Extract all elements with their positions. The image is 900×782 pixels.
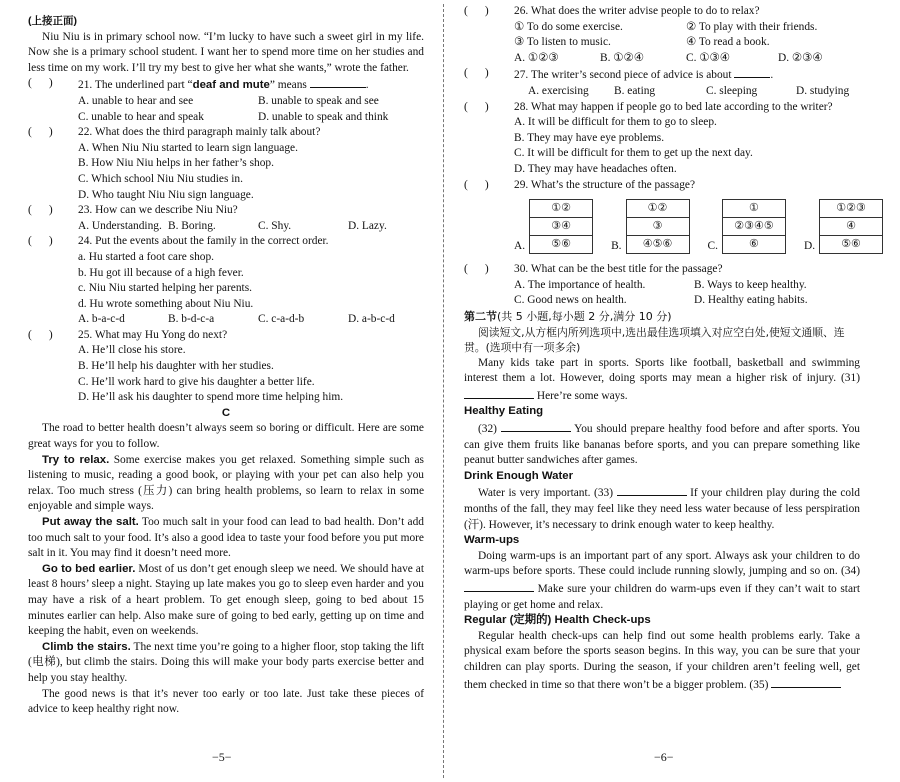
option-c[interactable]: C. sleeping (706, 84, 758, 97)
structure-option-a[interactable]: A. ①② ③④ ⑤⑥ (514, 199, 593, 254)
answer-blank[interactable] (734, 66, 770, 78)
structure-diagram: ① ②③④⑤ ⑥ (722, 199, 786, 254)
page-number-left: −5− (212, 750, 232, 764)
right-page (464, 4, 866, 693)
option-d[interactable]: D. ②③④ (778, 51, 823, 64)
option-b[interactable]: B. ①②④ (600, 51, 644, 64)
question-28: ( ) 28. What may happen if people go to bed late according to the writer? A. It will be difficult for them to go to sleep. B. They may have eye problems. C. It will be difficult for them to get up the next day. D. They may have headaches often. (464, 100, 860, 178)
passage-b-ending: Niu Niu is in primary school now. “I’m lucky to have such a sweet girl in my life. Now she is a primary school student. I want her to spend more time on her studies and less time on my work. I’ll try my best to give her what she wants,” wrote the father. (28, 30, 424, 74)
option-b[interactable]: B. They may have eye problems. (514, 131, 665, 144)
option-b[interactable]: B. Boring. (168, 219, 216, 232)
structure-option-c[interactable]: C. ① ②③④⑤ ⑥ (708, 199, 786, 254)
option-d[interactable]: D. Lazy. (348, 219, 387, 232)
blank-31[interactable] (464, 387, 534, 399)
structure-diagram: ①② ③ ④⑤⑥ (626, 199, 690, 254)
option-c[interactable]: C. unable to hear and speak (78, 110, 204, 123)
item-2: ② To play with their friends. (686, 20, 818, 33)
question-30: ( ) 30. What can be the best title for the passage? A. The importance of health. B. Ways to keep healthy. C. Good news on health. D. Healthy eating habits. (464, 262, 860, 309)
page-number-right: −6− (654, 750, 674, 764)
structure-diagram: ①②③ ④ ⑤⑥ (819, 199, 883, 254)
underlined-phrase: deaf and mute (192, 79, 270, 92)
option-b[interactable]: B. b-d-c-a (168, 313, 215, 326)
option-b[interactable]: B. eating (614, 84, 656, 97)
option-c[interactable]: C. Good news on health. (514, 294, 627, 307)
subheading-check-ups: Regular (定期的) Health Check-ups (464, 614, 651, 627)
event-b: b. Hu got ill because of a high fever. (78, 266, 244, 279)
question-23: ( ) 23. How can we describe Niu Niu? A. Understanding. B. Boring. C. Shy. D. Lazy. (28, 203, 424, 234)
answer-paren[interactable]: ( ) (28, 235, 53, 248)
passage-c-paragraph-2: Put away the salt. Too much salt in your food can lead to bad health. Don’t add too much salt to your food. It’s also a good idea to taste your food before you put more salt in it. You may find it doesn’t need more. (28, 516, 425, 560)
option-d[interactable]: D. a-b-c-d (348, 313, 395, 326)
option-a[interactable]: A. ①②③ (514, 51, 559, 64)
option-a[interactable]: A. The importance of health. (514, 278, 646, 291)
question-22: ( ) 22. What does the third paragraph mainly talk about? A. When Niu Niu started to learn sign language. B. How Niu Niu helps in her father’s shop. C. Which school Niu Niu studies in. D. Who taught Niu Niu sign language. (28, 125, 424, 203)
cloze-paragraph-3: Water is very important. (33) If your children play during the cold months of the fall, they may feel like they need less water because of less perspiration (汗). However, it’s necessary to drink enough water to keep healthy. (464, 484, 860, 533)
event-a: a. Hu started a foot care shop. (78, 250, 215, 263)
item-1: ① To do some exercise. (514, 20, 623, 33)
answer-paren[interactable]: ( ) (464, 67, 489, 80)
answer-paren[interactable]: ( ) (464, 5, 489, 17)
option-d[interactable]: D. Who taught Niu Niu sign language. (78, 188, 254, 201)
blank-33[interactable] (617, 484, 687, 496)
structure-option-d[interactable]: D. ①②③ ④ ⑤⑥ (804, 199, 883, 254)
event-d: d. Hu wrote something about Niu Niu. (78, 297, 254, 310)
option-b[interactable]: B. How Niu Niu helps in her father’s shop. (78, 157, 274, 170)
option-b[interactable]: B. He’ll help his daughter with her studies. (78, 360, 274, 373)
section-c-label: C (221, 406, 231, 419)
answer-paren[interactable]: ( ) (28, 328, 53, 341)
passage-c-paragraph-1: Try to relax. Some exercise makes you get relaxed. Something simple such as listening to music, reading a good book, or playing with your pet can also help you relax. Too much stress (压力) can bring health problems, so learn to relax in some enjoyable and simple ways. (28, 453, 424, 513)
option-d[interactable]: D. unable to speak and think (258, 110, 389, 123)
question-21: ( ) 21. The underlined part “deaf and mute” means . A. unable to hear and see B. unable to speak and see C. unable to hear and speak D. unable to speak and think (28, 76, 424, 125)
passage-c-paragraph-3: Go to bed earlier. Most of us don’t get enough sleep we need. We should have at least 8 hours’ sleep a night. Staying up late makes you go to sleep even harder and you may have a risk of a heart problem. To get enough sleep, going to bed about 15 minutes earlier can help. Also make sure of going to bed early, getting up on time and keeping the habit, even on weekends. (28, 562, 424, 638)
answer-paren[interactable]: ( ) (464, 178, 489, 191)
subheading-healthy-eating: Healthy Eating (464, 405, 544, 418)
option-a[interactable]: A. exercising (528, 84, 589, 97)
question-27: ( ) 27. The writer’s second piece of advice is about . A. exercising B. eating C. sleeping D. studying (464, 66, 860, 99)
passage-c-intro: The road to better health doesn’t always seem so boring or difficult. Here are some great ways for you to follow. (28, 422, 424, 451)
cloze-paragraph-1: Many kids take part in sports. Sports like football, basketball and swimming interest them a lot. However, doing sports may mean a higher risk of injury. (31) Here’re some ways. (464, 356, 860, 402)
answer-blank[interactable] (310, 76, 366, 88)
option-d[interactable]: D. studying (796, 84, 850, 97)
section-2-title: 第二节(共 5 小题,每小题 2 分,满分 10 分) (464, 309, 672, 323)
option-c[interactable]: C. c-a-d-b (258, 313, 305, 326)
answer-paren[interactable]: ( ) (28, 77, 53, 90)
option-a[interactable]: A. He’ll close his store. (78, 344, 186, 357)
option-d[interactable]: D. He’ll ask his daughter to spend more time helping him. (78, 391, 344, 404)
event-c: c. Niu Niu started helping her parents. (78, 282, 252, 295)
section-2-instructions: 阅读短文,从方框内所列选项中,选出最佳选项填入对应空白处,使短文通顺、连贯。(选项中有一项多余) (464, 325, 845, 355)
subheading-warm-ups: Warm-ups (464, 534, 520, 547)
structure-option-b[interactable]: B. ①② ③ ④⑤⑥ (611, 199, 689, 254)
item-3: ③ To listen to music. (514, 36, 611, 49)
blank-35[interactable] (771, 676, 841, 688)
continued-header: (上接正面) (28, 15, 77, 27)
question-29: ( ) 29. What’s the structure of the passage? A. ①② ③④ ⑤⑥ B. ①② ③ ④⑤⑥ C. ① ②③④⑤ ⑥ D. ①②③ ④ ⑤⑥ (464, 178, 860, 255)
option-a[interactable]: A. Understanding. (78, 219, 162, 232)
passage-c-closing: The good news is that it’s never too early or too late. Just take these pieces of advice to keep healthy right now. (28, 687, 424, 716)
answer-paren[interactable]: ( ) (28, 126, 53, 139)
option-a[interactable]: A. unable to hear and see (78, 94, 194, 107)
blank-34[interactable] (464, 580, 534, 592)
answer-paren[interactable]: ( ) (28, 204, 53, 217)
question-26: ( ) 26. What does the writer advise people to do to relax? ① To do some exercise. ② To play with their friends. ③ To listen to music. ④ To read a book. A. ①②③ B. ①②④ C. ①③④ D. ②③④ (464, 4, 860, 66)
blank-32[interactable] (501, 420, 571, 432)
option-a[interactable]: A. It will be difficult for them to go to sleep. (514, 116, 717, 129)
subheading-drink-water: Drink Enough Water (464, 469, 574, 482)
option-c[interactable]: C. Shy. (258, 219, 292, 232)
answer-paren[interactable]: ( ) (464, 263, 489, 276)
question-24: ( ) 24. Put the events about the family in the correct order. a. Hu started a foot care shop. b. Hu got ill because of a high fever. c. Niu Niu started helping her parents. d. Hu wrote something about Niu Niu. A. b-a-c-d B. b-d-c-a C. c-a-d-b D. a-b-c-d (28, 234, 424, 328)
option-b[interactable]: B. unable to speak and see (258, 94, 379, 107)
option-c[interactable]: C. Which school Niu Niu studies in. (78, 172, 243, 185)
page-divider (443, 4, 444, 778)
option-d[interactable]: D. They may have headaches often. (514, 162, 677, 175)
passage-c-paragraph-4: Climb the stairs. The next time you’re going to a higher floor, stop taking the lift (电梯), but climb the stairs. Doing this will make your body parts exercise better and help you stay healthy. (28, 640, 424, 684)
option-c[interactable]: C. ①③④ (686, 51, 730, 64)
option-d[interactable]: D. Healthy eating habits. (694, 294, 808, 307)
structure-diagram: ①② ③④ ⑤⑥ (529, 199, 593, 254)
left-page (28, 14, 424, 718)
option-a[interactable]: A. b-a-c-d (78, 313, 125, 326)
cloze-paragraph-2: (32) You should prepare healthy food before and after sports. You can give them fruits like bananas before sports, and you can prepare something like peanut butter sandwiches after games. (464, 420, 860, 469)
answer-paren[interactable]: ( ) (464, 100, 489, 113)
cloze-paragraph-4: Doing warm-ups is an important part of any sport. Always ask your children to do warm-ups before sports. These could include running slowly, jumping and so on. (34) Make sure your children do warm-ups even if they can’t wait to start playing or get home and relax. (464, 549, 860, 611)
question-25: ( ) 25. What may Hu Yong do next? A. He’ll close his store. B. He’ll help his daughter with her studies. C. He’ll work hard to give his daughter a better life. D. He’ll ask his daughter to spend more time helping him. (28, 328, 424, 406)
option-a[interactable]: A. When Niu Niu started to learn sign language. (78, 141, 298, 154)
option-c[interactable]: C. It will be difficult for them to get up the next day. (514, 147, 753, 160)
cloze-paragraph-5: Regular health check-ups can help find out some health problems early. Take a physical exam before the sports season begins. In this way, you can be sure that your children can play sports. During the season, if your children aren’t feeling well, get them checked in time so that there won’t be a bigger problem. (35) (464, 629, 860, 691)
option-c[interactable]: C. He’ll work hard to give his daughter a better life. (78, 375, 315, 388)
option-b[interactable]: B. Ways to keep healthy. (694, 278, 807, 291)
item-4: ④ To read a book. (686, 36, 770, 49)
